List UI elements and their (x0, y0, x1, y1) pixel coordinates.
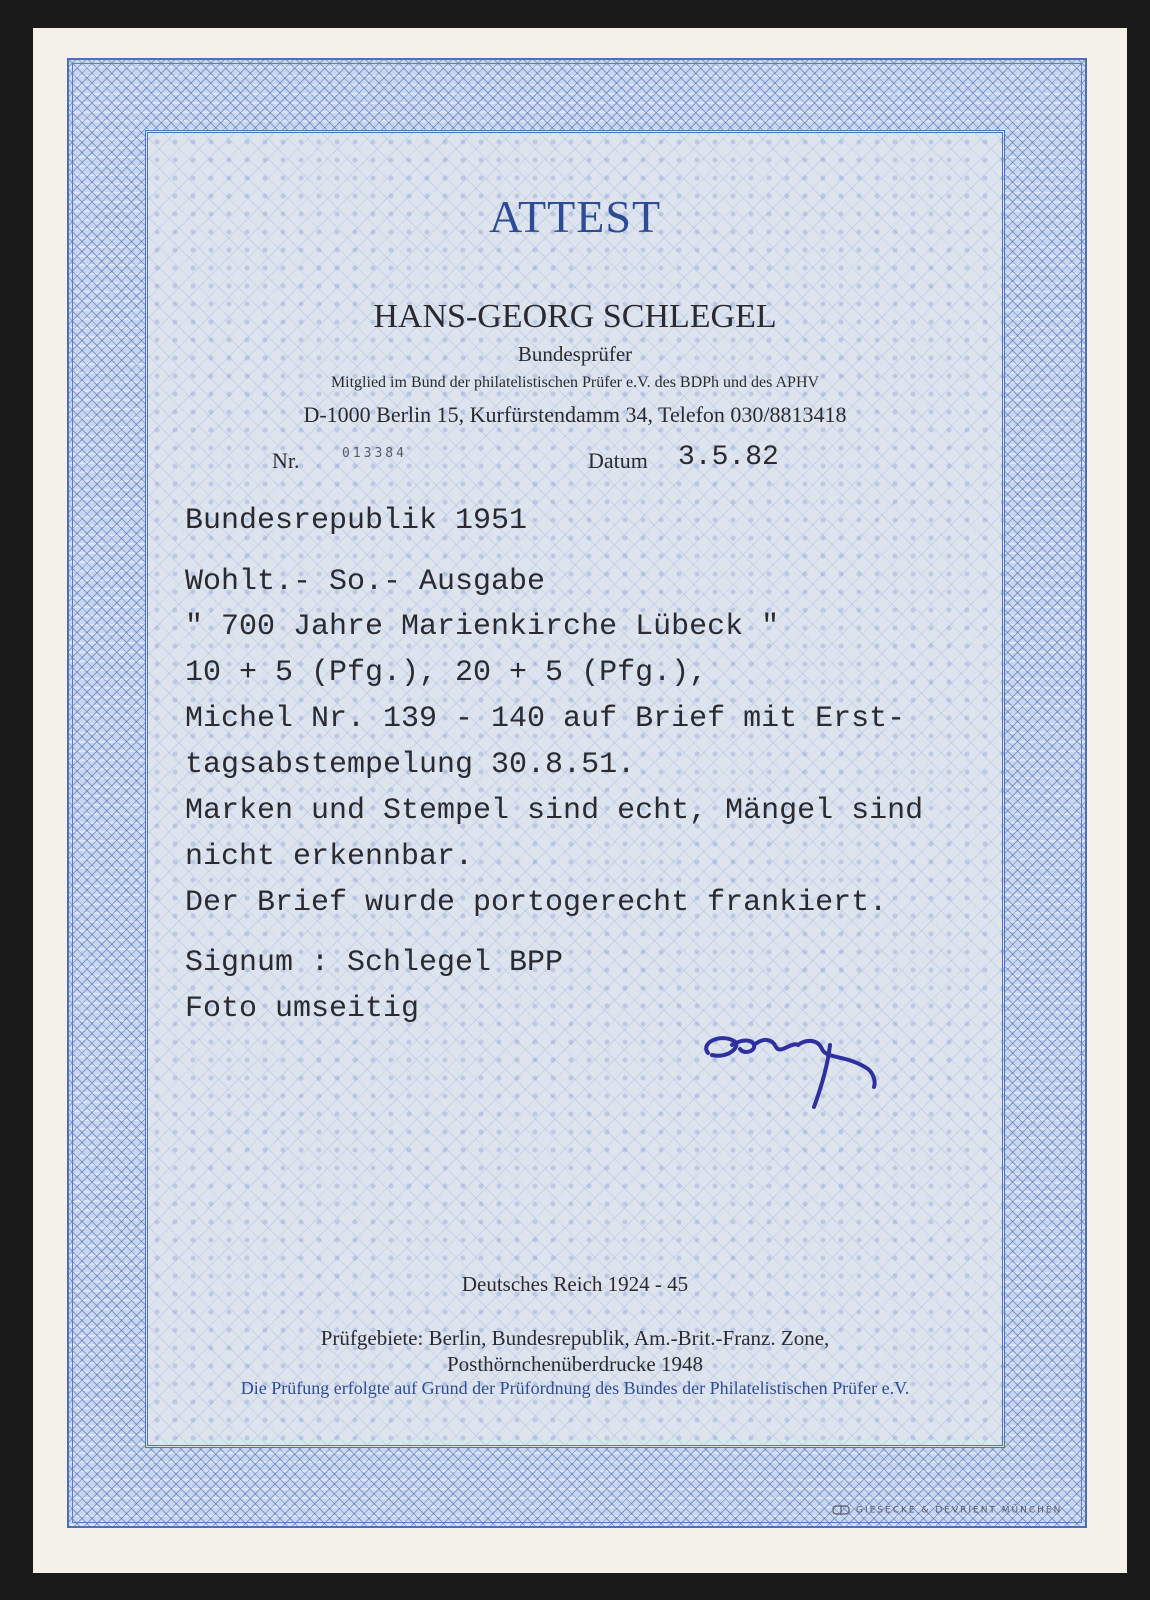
membership-line: Mitglied im Bund der philatelistischen Prüfer e.V. des BDPh und des APHV (330, 374, 820, 391)
body-line: " 700 Jahre Marienkirche Lübeck " (185, 610, 780, 644)
photo-note: Foto umseitig (185, 992, 420, 1026)
certificate-date: 3.5.82 (678, 442, 779, 473)
expert-title: Bundesprüfer (517, 342, 633, 366)
body-line: Der Brief wurde portogerecht frankiert. (185, 886, 888, 920)
address-line: D-1000 Berlin 15, Kurfürstendamm 34, Telefon 030/8813418 (303, 402, 847, 427)
footer-rules: Die Prüfung erfolgte auf Grund der Prüfordnung des Bundes der Philatelistischen Prüfer e.V. (240, 1378, 910, 1398)
body-line: Bundesrepublik 1951 (185, 504, 528, 538)
printer-name: GIESECKE & DEVRIENT MÜNCHEN (856, 1505, 1063, 1516)
footer-area: Deutsches Reich 1924 - 45 (461, 1272, 689, 1296)
footer-overprint: Posthörnchenüberdrucke 1948 (446, 1352, 704, 1376)
printer-imprint (832, 1505, 1062, 1516)
signature (698, 1015, 888, 1120)
body-line: Michel Nr. 139 - 140 auf Brief mit Erst- (185, 702, 906, 736)
body-line: Wohlt.- So.- Ausgabe (185, 565, 546, 599)
expert-name: HANS-GEORG SCHLEGEL (373, 298, 777, 335)
body-line: 10 + 5 (Pfg.), 20 + 5 (Pfg.), (185, 656, 708, 690)
certificate-title: ATTEST (488, 191, 662, 242)
body-line: nicht erkennbar. (185, 840, 474, 874)
date-label: Datum (588, 448, 648, 473)
signum-line: Signum : Schlegel BPP (185, 946, 564, 980)
body-line: Marken und Stempel sind echt, Mängel sind (185, 794, 924, 828)
footer-fields: Prüfgebiete: Berlin, Bundesrepublik, Am.-Brit.-Franz. Zone, (320, 1326, 830, 1350)
certificate-number: 013384 (342, 446, 407, 461)
body-line: tagsabstempelung 30.8.51. (185, 748, 636, 782)
number-label: Nr. (272, 448, 300, 473)
printer-logo-icon (832, 1505, 850, 1515)
